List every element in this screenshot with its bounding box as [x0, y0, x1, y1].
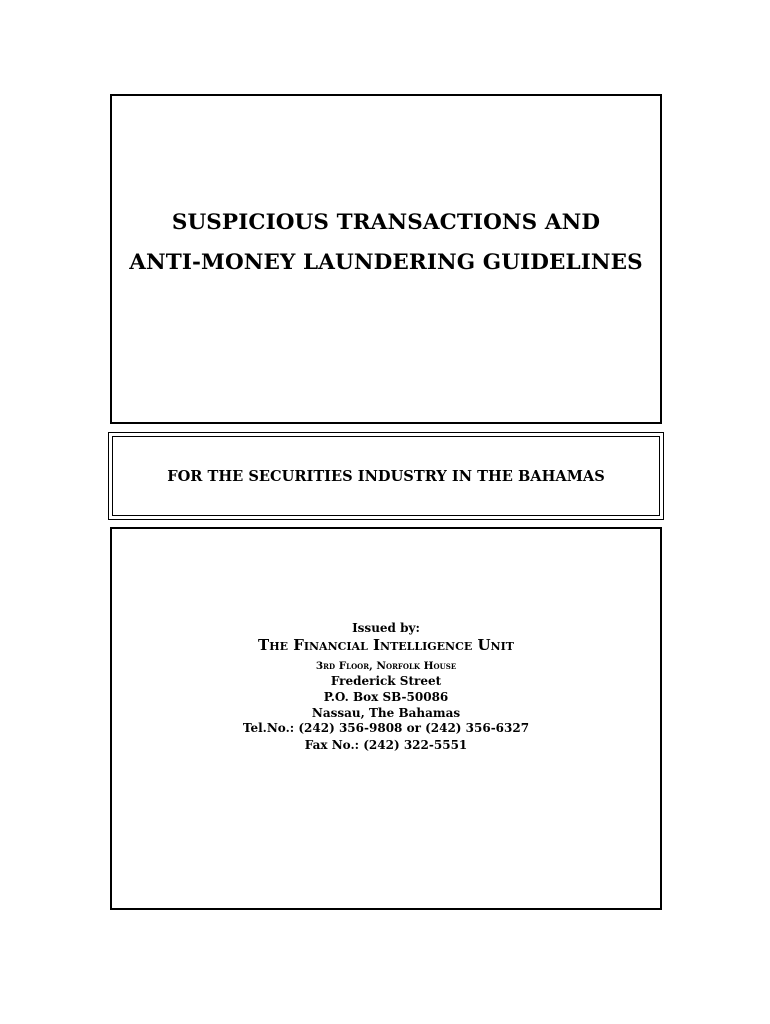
issuer-box: [110, 527, 662, 910]
contact-telephone: Tel.No.: (242) 356-9808 or (242) 356-6327: [242, 721, 530, 735]
address-po-box: P.O. Box SB-50086: [323, 690, 449, 704]
document-subtitle: FOR THE SECURITIES INDUSTRY IN THE BAHAMAS: [167, 468, 605, 485]
address-floor: 3rd Floor, Norfolk House: [315, 660, 457, 672]
address-city: Nassau, The Bahamas: [311, 706, 461, 720]
document-title-line-1: SUSPICIOUS TRANSACTIONS AND: [171, 210, 601, 235]
issuer-org-name: The Financial Intelligence Unit: [258, 636, 514, 654]
contact-fax: Fax No.: (242) 322-5551: [304, 738, 468, 752]
title-box: [110, 94, 662, 424]
address-street: Frederick Street: [330, 674, 442, 688]
subtitle-box: [108, 432, 664, 520]
document-title-line-2: ANTI-MONEY LAUNDERING GUIDELINES: [129, 250, 643, 275]
issued-by-label: Issued by:: [352, 621, 420, 635]
